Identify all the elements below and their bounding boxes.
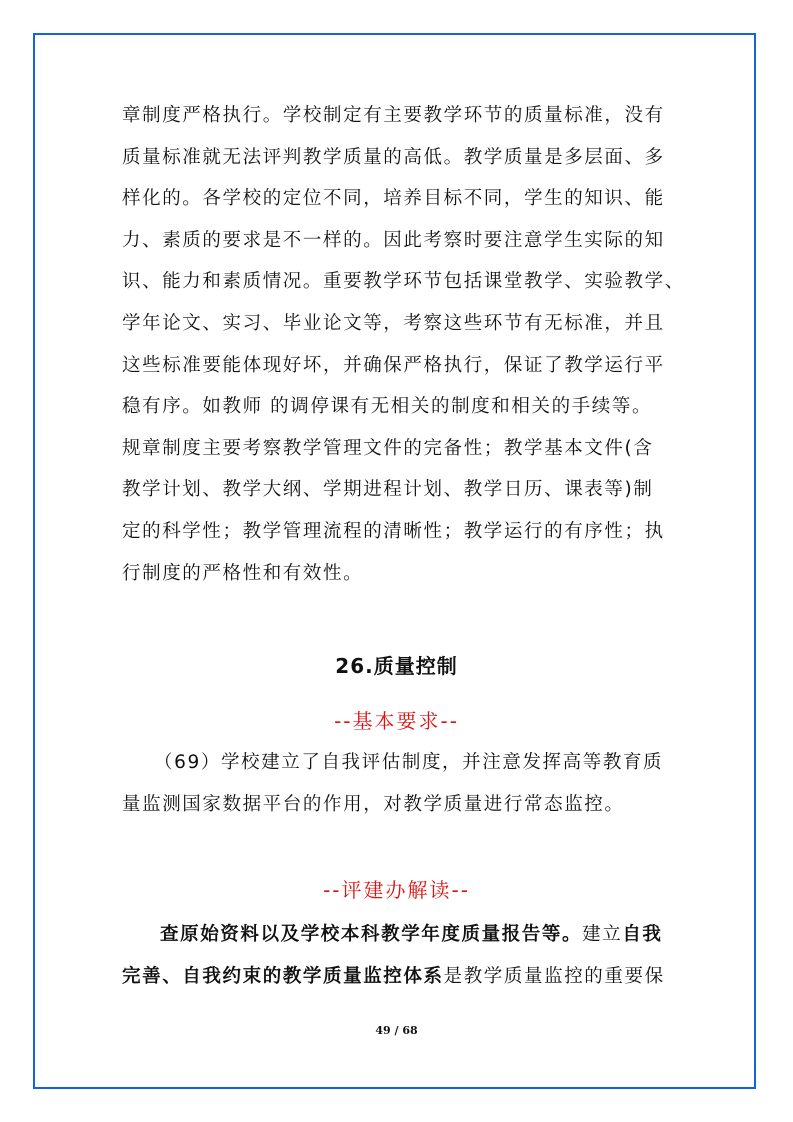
interpretation-bold-text: 自我 xyxy=(622,924,663,945)
paragraph-line: 稳有序。如教师 的调停课有无相关的制度和相关的手续等。 xyxy=(122,396,653,418)
requirement-line: （69）学校建立了自我评估制度，并注意发挥高等教育质 xyxy=(154,752,664,773)
interpretation-normal-text: 建立 xyxy=(582,924,623,945)
section-title: 26.质量控制 xyxy=(335,654,458,678)
paragraph-line: 章制度严格执行。学校制定有主要教学环节的质量标准，没有 xyxy=(122,105,665,126)
interpretation-paragraph xyxy=(122,914,673,997)
requirement-paragraph xyxy=(122,742,673,825)
paragraph-line: 质量标准就无法评判教学质量的高低。教学质量是多层面、多 xyxy=(122,146,665,168)
requirement-line: 量监测国家数据平台的作用，对教学质量进行常态监控。 xyxy=(122,793,625,815)
interpretation-bold-text: 查原始资料以及学校本科教学年度质量报告等。 xyxy=(160,924,583,945)
interpretation-normal-text: 是教学质量监控的重要保 xyxy=(443,965,665,987)
paragraph-line: 定的科学性；教学管理流程的清晰性；教学运行的有序性；执 xyxy=(122,520,665,542)
paragraph-line: 规章制度主要考察教学管理文件的完备性；教学基本文件(含 xyxy=(122,437,654,459)
interpretation-heading: --评建办解读-- xyxy=(323,878,470,902)
paragraph-line: 学年论文、实习、毕业论文等，考察这些环节有无标准，并且 xyxy=(122,312,665,334)
basic-requirement-heading: --基本要求-- xyxy=(334,709,459,733)
paragraph-line: 识、能力和素质情况。重要教学环节包括课堂教学、实验教学、 xyxy=(122,271,685,293)
paragraph-line: 样化的。各学校的定位不同，培养目标不同，学生的知识、能 xyxy=(122,188,665,210)
paragraph-line: 教学计划、教学大纲、学期进程计划、教学日历、课表等)制 xyxy=(122,479,654,501)
interpretation-bold-text: 完善、自我约束的教学质量监控体系 xyxy=(122,965,444,987)
body-paragraph xyxy=(122,95,685,594)
interpretation-line xyxy=(122,914,673,956)
paragraph-line: 力、素质的要求是不一样的。因此考察时要注意学生实际的知 xyxy=(122,229,665,251)
paragraph-line: 行制度的严格性和有效性。 xyxy=(122,562,364,584)
interpretation-line xyxy=(122,956,673,998)
page-number: 49 / 68 xyxy=(375,1024,418,1037)
paragraph-line: 这些标准要能体现好坏，并确保严格执行，保证了教学运行平 xyxy=(122,354,665,376)
